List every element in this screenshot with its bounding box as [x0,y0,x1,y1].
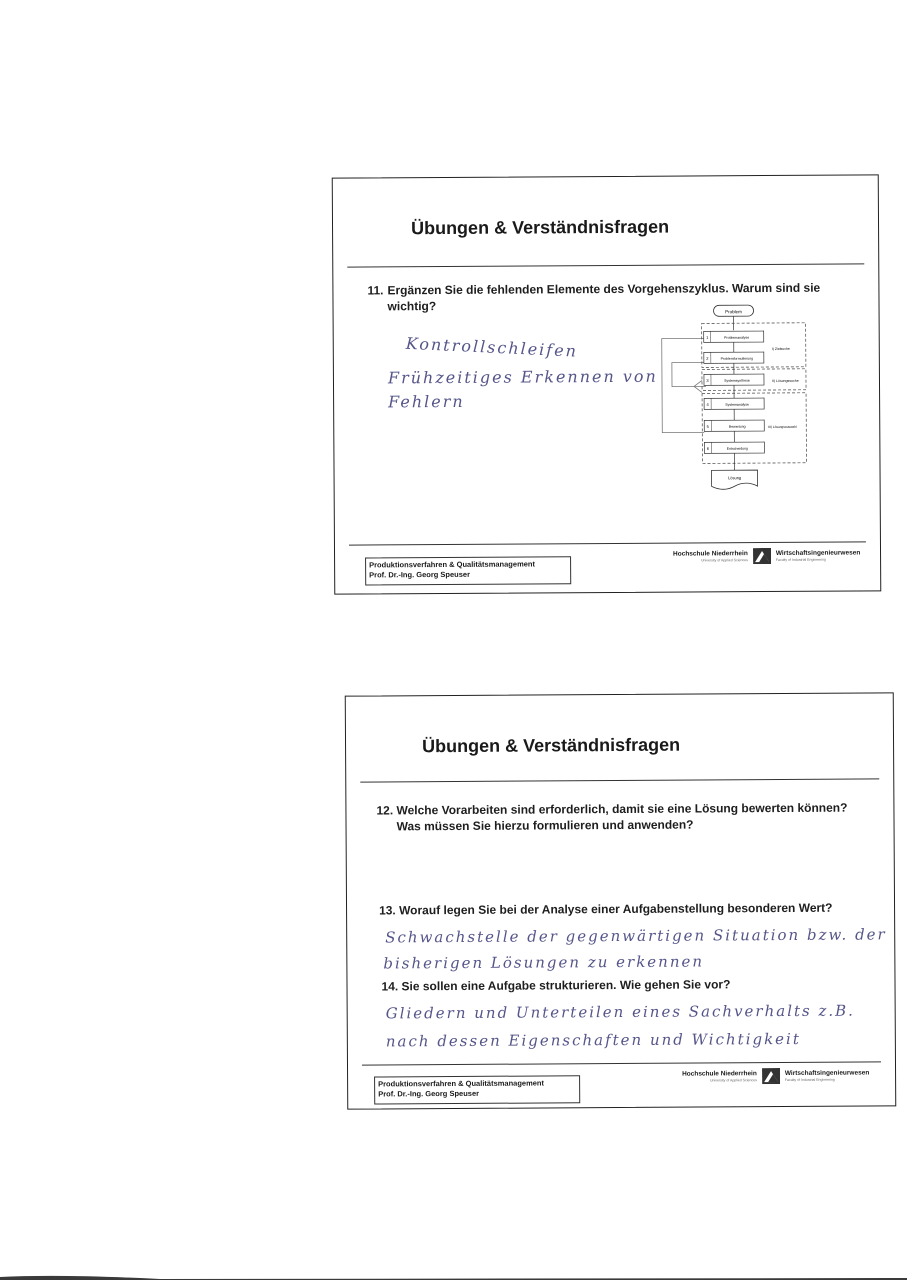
handwritten-answer-line: Gliedern und Unterteilen eines Sachverhalts z.B. [385,1001,855,1023]
flow-group-label: III) Lösungsauswahl [768,424,797,430]
footer-rule [349,541,866,545]
flow-step-number: 3 [706,377,709,383]
question-number: 13. [379,903,396,918]
handwritten-answer-line: bisherigen Lösungen zu erkennen [383,952,705,973]
title-rule [347,263,864,267]
faculty-subtitle: Faculty of Industrial Engineering [784,1077,835,1082]
handwritten-answer-line: Schwachstelle der gegenwärtigen Situation bzw. der [385,925,887,947]
flow-step-number: 5 [706,423,709,429]
university-subtitle: University of Applied Sciences [709,1077,757,1082]
flow-end-label: Lösung [727,475,742,481]
flow-step-number: 2 [706,355,709,361]
question-number: 11. [367,283,384,298]
title-rule [360,778,879,782]
faculty-name: Wirtschaftsingenieurwesen [775,548,861,557]
question-12 [376,799,896,834]
footer-course-box [374,1075,580,1104]
flow-group-label: II) Lösungssuche [771,378,799,383]
handwritten-answer-line: Kontrollschleifen [405,333,579,361]
question-14 [381,975,881,994]
university-name: Hochschule Niederrhein [682,1069,757,1078]
flow-step-label: Bewertung [728,424,746,429]
footer-professor: Prof. Dr.-Ing. Georg Speuser [378,1088,480,1099]
faculty-name: Wirtschaftsingenieurwesen [784,1068,870,1077]
handwritten-answer-line: Frühzeitiges Erkennen von [387,366,658,388]
footer-course-box [365,556,571,585]
university-logo [673,547,860,564]
process-flowchart [653,300,814,501]
university-logo [682,1067,869,1084]
flow-group-label: I) Zielsuche [771,346,790,351]
question-13 [379,899,889,918]
slide-title: Übungen & Verständnisfragen [410,216,670,239]
question-text-line1: Sie sollen eine Aufgabe strukturieren. Wie gehen Sie vor? [401,977,731,994]
question-text-line1: Welche Vorarbeiten sind erforderlich, damit sie eine Lösung bewerten können? [396,800,848,818]
question-text-line2: Was müssen Sie hierzu formulieren und anwenden? [396,817,694,834]
flow-step-label: Problemanalyse [724,335,750,340]
slide-1 [332,174,882,594]
question-text-line2: wichtig? [387,299,437,314]
footer-rule [362,1061,881,1065]
flow-step-label: Systemanalyse [725,402,750,407]
faculty-subtitle: Faculty of Industrial Engineering [775,557,826,562]
footer-professor: Prof. Dr.-Ing. Georg Speuser [369,569,471,580]
handwritten-answer-line: nach dessen Eigenschaften und Wichtigkeit [385,1029,801,1051]
question-number: 14. [381,979,399,994]
hs-niederrhein-logo-icon [762,1068,780,1084]
flow-step-number: 4 [706,401,709,407]
handwritten-answer-line: Fehlern [388,391,465,412]
flow-step-number: 6 [706,445,710,451]
slide-2 [345,692,897,1109]
flow-start-label: Problem [725,309,742,315]
flow-step-number: 1 [706,334,709,340]
scan-edge-shadow [0,1273,907,1280]
hs-niederrhein-logo-icon [753,548,771,564]
question-text-line1: Ergänzen Sie die fehlenden Elemente des Vorgehenszyklus. Warum sind sie [387,280,821,298]
question-number: 12. [376,803,394,818]
flow-step-label: Systemsynthese [724,378,750,383]
footer-course: Produktionsverfahren & Qualitätsmanagement [378,1078,545,1089]
footer-course: Produktionsverfahren & Qualitätsmanagement [369,559,535,570]
question-text-line1: Worauf legen Sie bei der Analyse einer Aufgabenstellung besonderen Wert? [399,900,833,918]
university-subtitle: University of Applied Sciences [700,557,748,562]
slide-title: Übungen & Verständnisfragen [421,734,681,757]
flow-step-label: Problemformulierung [720,356,754,361]
flow-step-label: Entscheidung [726,446,749,451]
university-name: Hochschule Niederrhein [673,549,748,558]
